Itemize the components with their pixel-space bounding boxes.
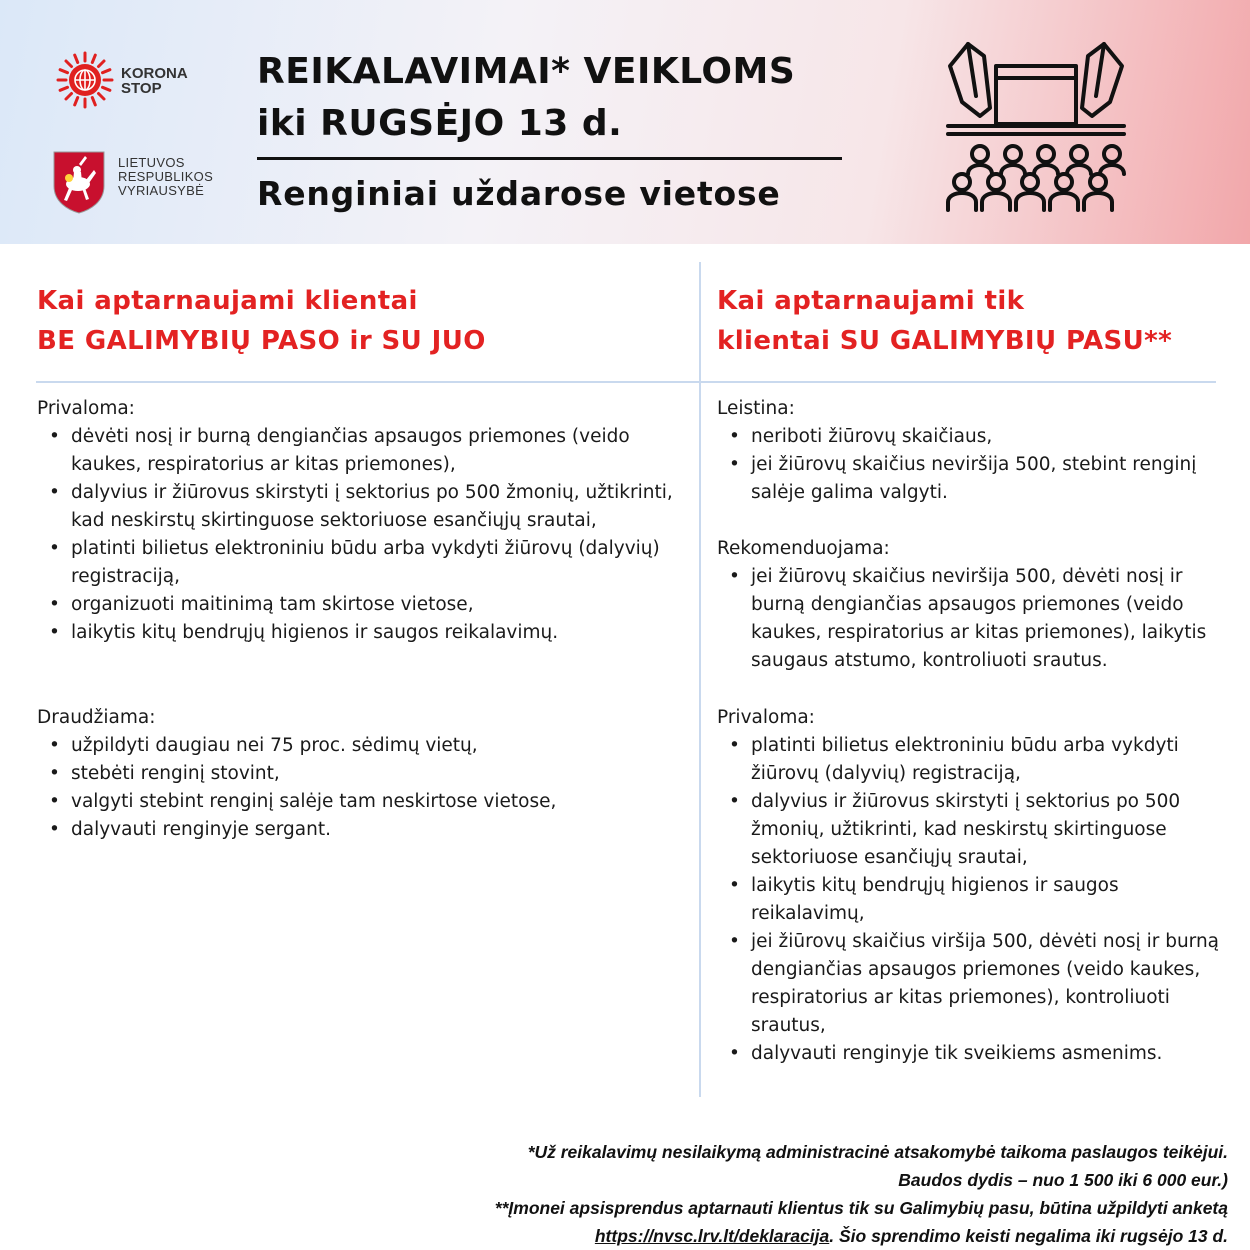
right-rekomenduojama-section	[717, 535, 1227, 675]
korona-text: KORONA	[121, 65, 188, 82]
left-column-heading	[37, 281, 486, 361]
right-heading-line-2: klientai SU GALIMYBIŲ PASU**	[717, 326, 1173, 356]
section-label: Privaloma:	[37, 398, 135, 419]
recommended-list	[717, 563, 1227, 675]
list-item: • laikytis kitų bendrųjų higienos ir saugos reikalavimų.	[37, 619, 687, 647]
stop-text: STOP	[121, 80, 162, 97]
footnote-2-tail: . Šio sprendimo keisti negalima iki rugsėjo 13 d.	[829, 1226, 1228, 1246]
korona-stop-logo	[55, 50, 205, 120]
section-label: Rekomenduojama:	[717, 538, 890, 559]
list-item: • organizuoti maitinimą tam skirtose vietose,	[37, 591, 687, 619]
theatre-audience-icon	[940, 36, 1132, 214]
title-line-1: REIKALAVIMAI* VEIKLOMS	[257, 51, 796, 92]
right-column-heading	[717, 281, 1172, 361]
section-label: Leistina:	[717, 398, 795, 419]
left-heading-line-2: BE GALIMYBIŲ PASO ir SU JUO	[37, 326, 486, 356]
list-item: • dalyvauti renginyje sergant.	[37, 816, 687, 844]
right-leistina-section	[717, 395, 1227, 507]
left-draudziama-section	[37, 704, 687, 844]
left-heading-line-1: Kai aptarnaujami klientai	[37, 286, 418, 316]
lrv-logo	[52, 150, 232, 220]
heading-divider	[36, 381, 1216, 383]
list-item: • dėvėti nosį ir burną dengiančias apsaugos priemones (veido kaukes, respiratorius ar kitas priemones),	[37, 423, 687, 479]
footnote-1: *Už reikalavimų nesilaikymą administracinė atsakomybė taikoma paslaugos teikėjui.	[527, 1142, 1228, 1162]
list-item: • dalyvius ir žiūrovus skirstyti į sektorius po 500 žmonių, užtikrinti, kad neskirstų skirtinguose sektoriuose esančiųjų srautai,	[717, 788, 1227, 872]
declaration-link[interactable]: https://nvsc.lrv.lt/deklaracija	[594, 1226, 830, 1246]
list-item: • valgyti stebint renginį salėje tam neskirtose vietose,	[37, 788, 687, 816]
page-subtitle: Renginiai uždarose vietose	[257, 174, 781, 213]
list-item: • neriboti žiūrovų skaičiaus,	[717, 423, 1227, 451]
title-line-2: iki RUGSĖJO 13 d.	[257, 103, 623, 144]
footnote-1-cont: Baudos dydis – nuo 1 500 iki 6 000 eur.)	[898, 1170, 1228, 1190]
vyriausybe-text: VYRIAUSYBĖ	[118, 183, 205, 198]
footnotes	[248, 1138, 1228, 1250]
footnote-2: **Įmonei apsisprendus aptarnauti klientus tik su Galimybių pasu, būtina užpildyti anketą	[494, 1198, 1228, 1218]
column-divider	[699, 262, 701, 1097]
coat-of-arms-icon	[52, 150, 106, 214]
list-item: • dalyvius ir žiūrovus skirstyti į sektorius po 500 žmonių, užtikrinti, kad neskirstų skirtinguose sektoriuose esančiųjų srautai,	[37, 479, 687, 535]
footnote-2-cont	[248, 1222, 1228, 1250]
left-privaloma-section	[37, 395, 687, 647]
respublikos-text: RESPUBLIKOS	[118, 169, 214, 184]
requirements-list	[37, 423, 687, 647]
list-item: • platinti bilietus elektroniniu būdu arba vykdyti žiūrovų (dalyvių) registraciją,	[717, 732, 1227, 788]
list-item: • užpildyti daugiau nei 75 proc. sėdimų vietų,	[37, 732, 687, 760]
allowed-list	[717, 423, 1227, 507]
header-band	[0, 0, 1250, 244]
korona-sun-icon	[55, 50, 115, 110]
list-item: • jei žiūrovų skaičius viršija 500, dėvėti nosį ir burną dengiančias apsaugos priemones (veido kaukes, respiratorius ar kitas priemones), kontroliuoti srautus,	[717, 928, 1227, 1040]
section-label: Draudžiama:	[37, 707, 156, 728]
list-item: • jei žiūrovų skaičius neviršija 500, dėvėti nosį ir burną dengiančias apsaugos priemones (veido kaukes, respiratorius ar kitas priemones), laikytis saugaus atstumo, kontroliuoti srautus.	[717, 563, 1227, 675]
prohibitions-list	[37, 732, 687, 844]
lietuvos-text: LIETUVOS	[118, 155, 185, 170]
title-divider	[257, 157, 842, 160]
list-item: • laikytis kitų bendrųjų higienos ir saugos reikalavimų,	[717, 872, 1227, 928]
list-item: • dalyvauti renginyje tik sveikiems asmenims.	[717, 1040, 1227, 1068]
list-item: • stebėti renginį stovint,	[37, 760, 687, 788]
list-item: • jei žiūrovų skaičius neviršija 500, stebint renginį salėje galima valgyti.	[717, 451, 1227, 507]
list-item: • platinti bilietus elektroniniu būdu arba vykdyti žiūrovų (dalyvių) registraciją,	[37, 535, 687, 591]
requirements-list	[717, 732, 1227, 1068]
section-label: Privaloma:	[717, 707, 815, 728]
right-heading-line-1: Kai aptarnaujami tik	[717, 286, 1025, 316]
right-privaloma-section	[717, 704, 1227, 1068]
